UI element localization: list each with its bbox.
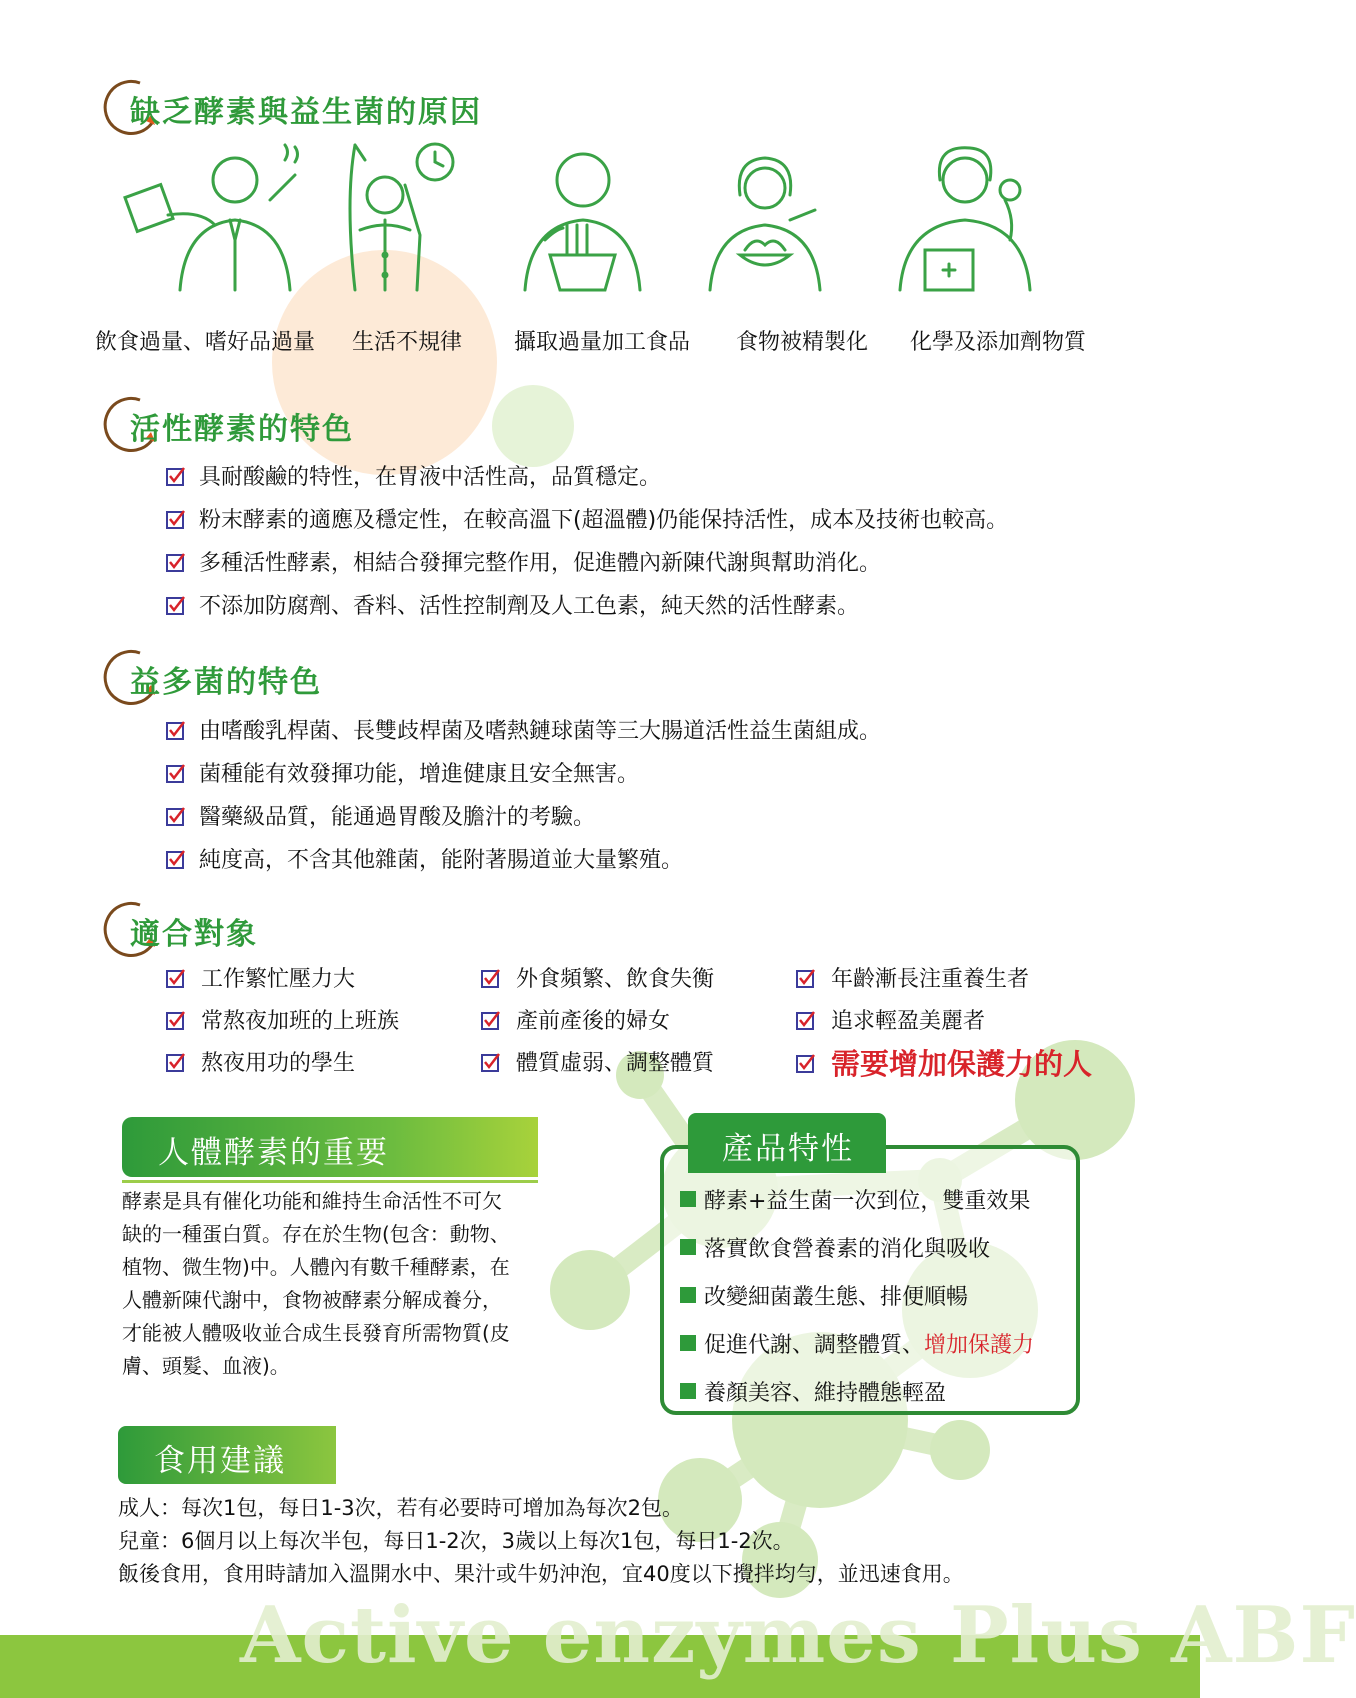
list-item: 具耐酸鹼的特性，在胃液中活性高，品質穩定。	[165, 454, 1008, 497]
list-item: 熬夜用功的學生	[165, 1046, 355, 1077]
checkbox-icon	[795, 967, 817, 989]
square-bullet-icon	[680, 1287, 696, 1303]
alarm-clock-man-icon	[325, 140, 475, 310]
list-item: 落實飲食營養素的消化與吸收	[680, 1223, 1034, 1271]
checkbox-icon	[165, 805, 187, 827]
list-item: 年齡漸長注重養生者	[795, 962, 1029, 993]
list-item-highlight: 需要增加保護力的人	[795, 1042, 1092, 1083]
checkbox-icon	[165, 1009, 187, 1031]
noodle-eating-man-icon	[505, 140, 655, 310]
importance-title: 人體酵素的重要	[158, 1135, 389, 1171]
checkbox-icon	[165, 719, 187, 741]
product-features-list	[680, 1175, 1034, 1415]
list-item: 常熬夜加班的上班族	[165, 1004, 399, 1035]
square-bullet-icon	[680, 1239, 696, 1255]
list-item: 外食頻繁、飲食失衡	[480, 962, 714, 993]
list-item: 養顏美容、維持體態輕盈	[680, 1367, 1034, 1415]
square-bullet-icon	[680, 1191, 696, 1207]
usage-text: 成人：每次1包，每日1-3次，若有必要時可增加為每次2包。 兒童：6個月以上每次半包，每日1-2次，3歲以上每次1包，每日1-2次。 飯後食用，食用時請加入溫開水中、果汁或牛奶沖泡，宜40度以下攪拌均勻，並迅速食用。	[118, 1496, 964, 1586]
cause-figures	[95, 140, 1115, 310]
checkbox-icon	[795, 1052, 817, 1074]
list-item: 產前產後的婦女	[480, 1004, 670, 1035]
list-item: 多種活性酵素，相結合發揮完整作用，促進體內新陳代謝與幫助消化。	[165, 540, 1008, 583]
enzymes-title: 活性酵素的特色	[130, 412, 354, 447]
checkbox-icon	[165, 967, 187, 989]
list-item: 由嗜酸乳桿菌、長雙歧桿菌及嗜熱鏈球菌等三大腸道活性益生菌組成。	[165, 708, 881, 751]
checkbox-icon	[165, 508, 187, 530]
list-item: 菌種能有效發揮功能，增進健康且安全無害。	[165, 751, 881, 794]
list-item: 不添加防腐劑、香料、活性控制劑及人工色素，純天然的活性酵素。	[165, 583, 1008, 626]
checkbox-icon	[480, 1009, 502, 1031]
importance-banner	[122, 1117, 538, 1177]
usage-title: 食用建議	[154, 1443, 286, 1479]
list-item: 粉末酵素的適應及穩定性，在較高溫下(超溫體)仍能保持活性，成本及技術也較高。	[165, 497, 1008, 540]
checkbox-icon	[165, 762, 187, 784]
checkbox-icon	[480, 967, 502, 989]
checkbox-icon	[165, 1051, 187, 1073]
list-item: 體質虛弱、調整體質	[480, 1046, 714, 1077]
rice-eating-woman-icon	[695, 140, 825, 310]
list-item: 酵素+益生菌一次到位，雙重效果	[680, 1175, 1034, 1223]
probiotics-title: 益多菌的特色	[130, 665, 322, 700]
drinking-smoking-man-icon	[120, 140, 310, 310]
product-title: 產品特性	[722, 1131, 854, 1167]
cause-caption-3: 攝取過量加工食品	[514, 330, 691, 355]
square-bullet-icon	[680, 1335, 696, 1351]
list-item: 醫藥級品質，能通過胃酸及膽汁的考驗。	[165, 794, 881, 837]
list-item: 促進代謝、調整體質、 增加保護力	[680, 1319, 1034, 1367]
checkbox-icon	[165, 848, 187, 870]
list-item: 工作繁忙壓力大	[165, 962, 355, 993]
medicine-box-woman-icon	[885, 140, 1035, 310]
checkbox-icon	[480, 1051, 502, 1073]
causes-title: 缺乏酵素與益生菌的原因	[130, 95, 482, 130]
usage-banner	[118, 1426, 336, 1484]
square-bullet-icon	[680, 1383, 696, 1399]
list-item: 純度高，不含其他雜菌，能附著腸道並大量繁殖。	[165, 837, 881, 880]
checkbox-icon	[795, 1009, 817, 1031]
list-item: 追求輕盈美麗者	[795, 1004, 985, 1035]
checkbox-icon	[165, 465, 187, 487]
brand-watermark: Active enzymes Plus ABF	[240, 1590, 1356, 1681]
product-features-tab	[688, 1113, 886, 1173]
targets-title: 適合對象	[130, 917, 258, 952]
list-item: 改變細菌叢生態、排便順暢	[680, 1271, 1034, 1319]
highlight-text: 增加保護力	[924, 1332, 1035, 1358]
importance-paragraph: 酵素是具有催化功能和維持生命活性不可欠 缺的一種蛋白質。存在於生物(包含：動物、 植物、微生物)中。人體內有數千種酵素，在 人體新陳代謝中，食物被酵素分解成養分， 才能被人體吸收並合成生長發育所需物質(皮 膚、頭髮、血液)。	[122, 1189, 510, 1378]
probiotics-list	[165, 708, 881, 880]
cause-caption-4: 食物被精製化	[736, 330, 869, 355]
enzymes-list	[165, 454, 1008, 626]
checkbox-icon	[165, 551, 187, 573]
checkbox-icon	[165, 594, 187, 616]
cause-caption-5: 化學及添加劑物質	[910, 330, 1087, 355]
cause-caption-1: 飲食過量、嗜好品過量	[95, 330, 316, 355]
cause-caption-2: 生活不規律	[352, 330, 463, 355]
targets-grid	[165, 962, 1145, 1092]
divider	[122, 1180, 538, 1183]
